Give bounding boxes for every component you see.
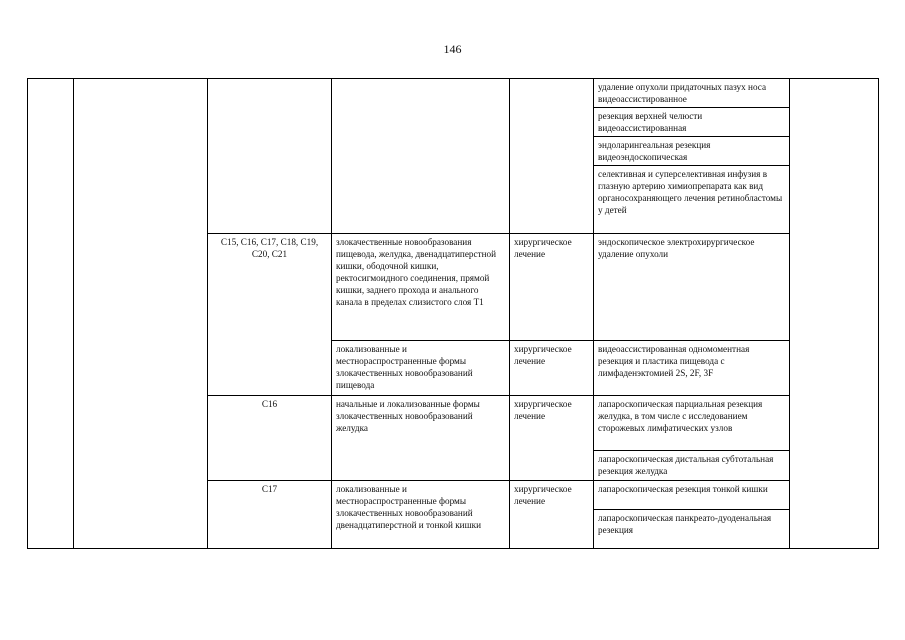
procedure-cell: эндоларингеальная резекция видеоэндоскопическая bbox=[594, 137, 790, 166]
condition-cell: локализованные и местнораспространенные формы злокачественных новообразований двенадцатиперстной и тонкой кишки bbox=[332, 481, 510, 549]
procedure-cell: лапароскопическая дистальная субтотальная резекция желудка bbox=[594, 451, 790, 481]
codes-cell: C17 bbox=[208, 481, 332, 549]
procedure-cell: резекция верхней челюсти видеоассистированная bbox=[594, 108, 790, 137]
procedure-cell: удаление опухоли придаточных пазух носа видеоассистированное bbox=[594, 79, 790, 108]
treatment-cell bbox=[510, 79, 594, 234]
condition-cell: злокачественные новообразования пищевода, желудка, двенадцатиперстной кишки, ободочной кишки, ректосигмоидного соединения, прямой кишки, заднего прохода и анального канала в пределах слизистого слоя T1 bbox=[332, 234, 510, 341]
treatment-cell: хирургическое лечение bbox=[510, 341, 594, 396]
procedure-cell: селективная и суперселективная инфузия в глазную артерию химиопрепарата как вид органосохраняющего лечения ретинобластомы у детей bbox=[594, 166, 790, 234]
condition-cell: локализованные и местнораспространенные формы злокачественных новообразований пищевода bbox=[332, 341, 510, 396]
codes-cell bbox=[208, 79, 332, 234]
codes-cell: C15, C16, C17, C18, C19, C20, C21 bbox=[208, 234, 332, 396]
norm-cell bbox=[790, 79, 879, 549]
procedure-cell: лапароскопическая парциальная резекция желудка, в том числе с исследованием сторожевых лимфатических узлов bbox=[594, 396, 790, 451]
number-cell bbox=[28, 79, 74, 549]
codes-cell: C16 bbox=[208, 396, 332, 481]
condition-cell: начальные и локализованные формы злокачественных новообразований желудка bbox=[332, 396, 510, 481]
treatment-cell: хирургическое лечение bbox=[510, 396, 594, 481]
treatment-cell: хирургическое лечение bbox=[510, 481, 594, 549]
procedure-cell: лапароскопическая панкреато-дуоденальная резекция bbox=[594, 510, 790, 549]
profile-cell bbox=[74, 79, 208, 549]
procedure-cell: видеоассистированная одномоментная резекция и пластика пищевода с лимфаденэктомией 2S, 2F, 3F bbox=[594, 341, 790, 396]
treatment-cell: хирургическое лечение bbox=[510, 234, 594, 341]
table-row bbox=[28, 79, 879, 108]
treatment-table bbox=[27, 78, 879, 549]
procedure-cell: эндоскопическое электрохирургическое удаление опухоли bbox=[594, 234, 790, 341]
page-number: 146 bbox=[443, 42, 462, 56]
condition-cell bbox=[332, 79, 510, 234]
procedure-cell: лапароскопическая резекция тонкой кишки bbox=[594, 481, 790, 510]
